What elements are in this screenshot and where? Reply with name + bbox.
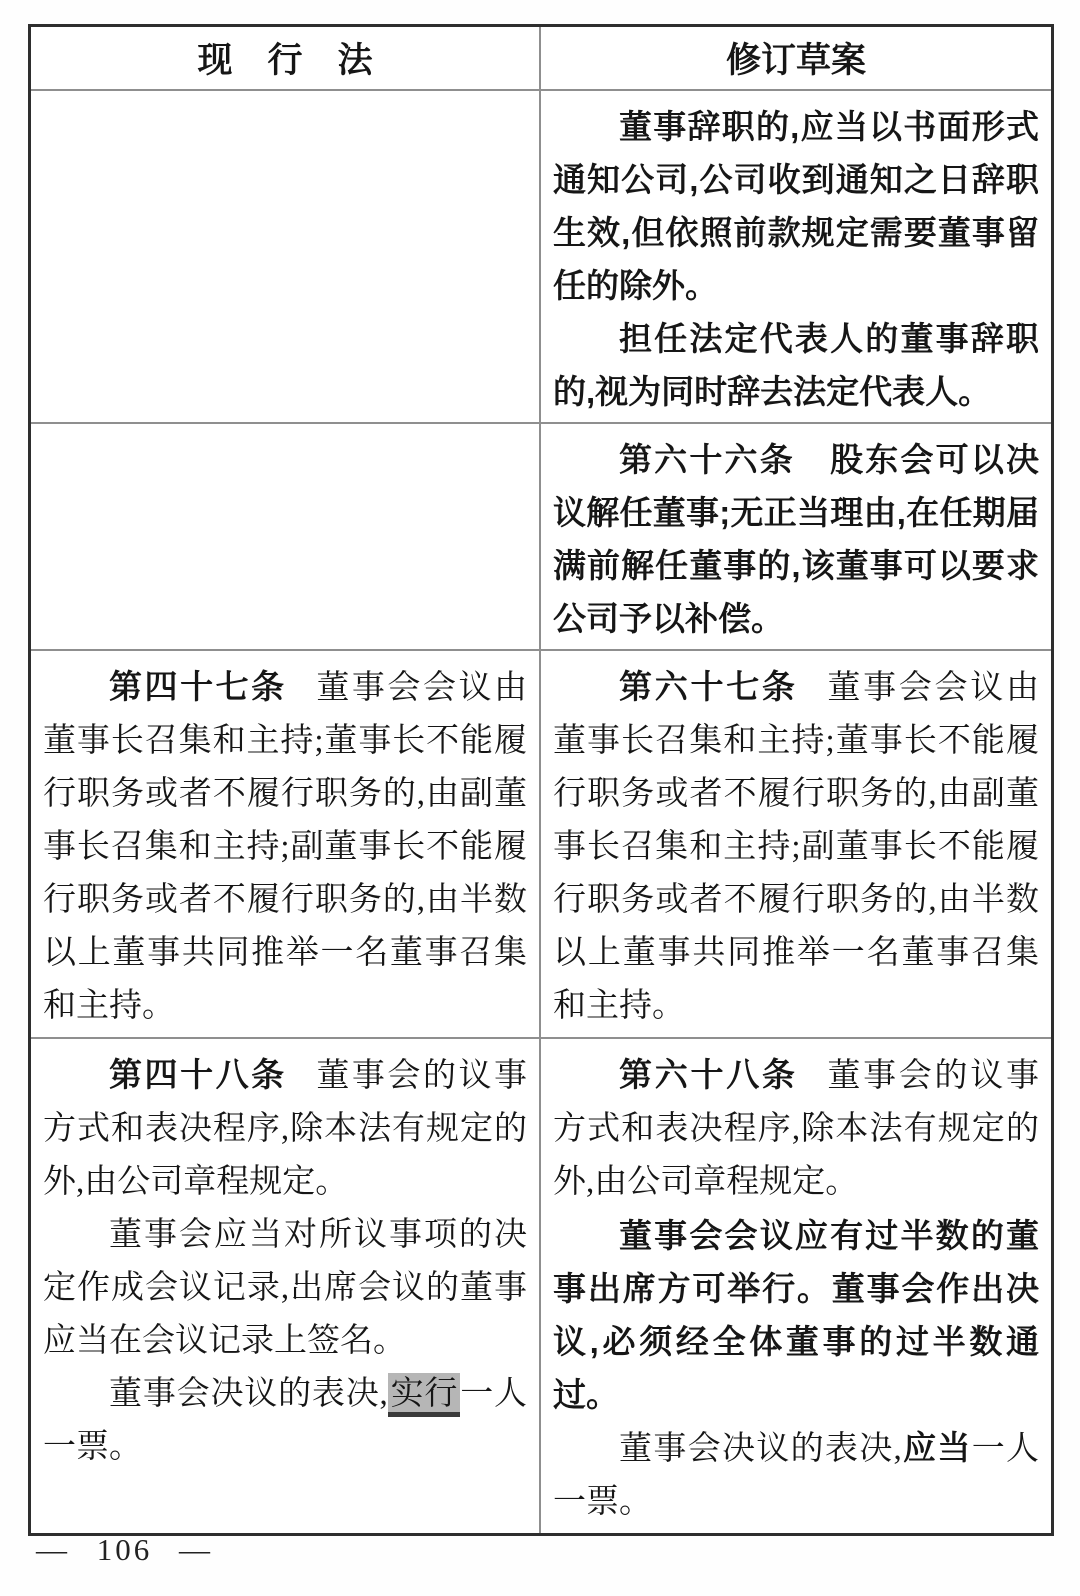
voting-revised-pre: 董事会决议的表决, (619, 1431, 902, 1467)
cell-revised-draft-article-67 (541, 651, 1051, 1037)
header-cell-revised-draft (541, 27, 1051, 89)
article-48-number: 第四十八条 (109, 1056, 287, 1093)
table-row-director-resignation (31, 89, 1051, 422)
deleted-text-highlight: 实行 (388, 1373, 460, 1417)
paragraph-meeting-minutes: 董事会应当对所议事项的决定作成会议记录,出席会议的董事应当在会议记录上签名。 (43, 1217, 527, 1359)
paragraph-quorum-rule: 董事会会议应有过半数的董事出席方可举行。董事会作出决议,必须经全体董事的过半数通过。 (553, 1217, 1039, 1413)
cell-current-law-empty-1 (31, 91, 541, 422)
voting-revised-post: 一人一票。 (553, 1431, 1039, 1520)
paragraph-voting-revised (553, 1421, 1039, 1529)
cell-revised-draft-article-66 (541, 424, 1051, 649)
paragraph-legal-representative: 担任法定代表人的董事辞职的,视为同时辞去法定代表人。 (553, 320, 1039, 410)
paragraph-article-48 (43, 1048, 527, 1209)
table-row-article-48-68 (31, 1037, 1051, 1533)
paragraph-article-66: 第六十六条 股东会可以决议解任董事;无正当理由,在任期届满前解任董事的,该董事可以要求公司予以补偿。 (553, 441, 1039, 637)
header-cell-current-law (31, 27, 541, 89)
article-68-body: 董事会的议事方式和表决程序,除本法有规定的外,由公司章程规定。 (553, 1058, 1040, 1200)
cell-current-law-article-47 (31, 651, 541, 1037)
table-row-article-66 (31, 422, 1051, 649)
cell-revised-draft-resignation (541, 91, 1051, 422)
article-67-body: 董事会会议由董事长召集和主持;董事长不能履行职务或者不履行职务的,由副董事长召集和主持;副董事长不能履行职务或者不履行职务的,由半数以上董事共同推举一名董事召集和主持。 (553, 670, 1040, 1024)
article-67-number: 第六十七条 (619, 668, 798, 705)
article-48-body: 董事会的议事方式和表决程序,除本法有规定的外,由公司章程规定。 (43, 1058, 527, 1200)
paragraph-article-67 (553, 660, 1039, 1033)
table-row-article-47-67 (31, 649, 1051, 1037)
article-47-body: 董事会会议由董事长召集和主持;董事长不能履行职务或者不履行职务的,由副董事长召集和主持;副董事长不能履行职务或者不履行职务的,由半数以上董事共同推举一名董事召集和主持。 (43, 670, 527, 1024)
paragraph-article-47 (43, 660, 527, 1033)
cell-current-law-empty-2 (31, 424, 541, 649)
voting-current-post: 一人一票。 (43, 1376, 527, 1465)
paragraph-voting-current (43, 1368, 527, 1474)
page-number: — 106 — (36, 1532, 213, 1567)
current-law-title: 现 行 法 (197, 41, 373, 80)
revised-draft-title: 修订草案 (725, 41, 866, 80)
article-47-number: 第四十七条 (109, 668, 287, 705)
article-68-number: 第六十八条 (619, 1056, 798, 1093)
table-header-row (31, 27, 1051, 89)
law-comparison-table (28, 24, 1054, 1536)
voting-current-pre: 董事会决议的表决, (109, 1376, 388, 1412)
emphasis-text: 应当 (901, 1429, 972, 1466)
paragraph-resignation-notice: 董事辞职的,应当以书面形式通知公司,公司收到通知之日辞职生效,但依照前款规定需要董事留任的除外。 (553, 108, 1039, 304)
cell-revised-draft-article-68 (541, 1039, 1051, 1533)
paragraph-article-68 (553, 1048, 1039, 1209)
cell-current-law-article-48 (31, 1039, 541, 1533)
